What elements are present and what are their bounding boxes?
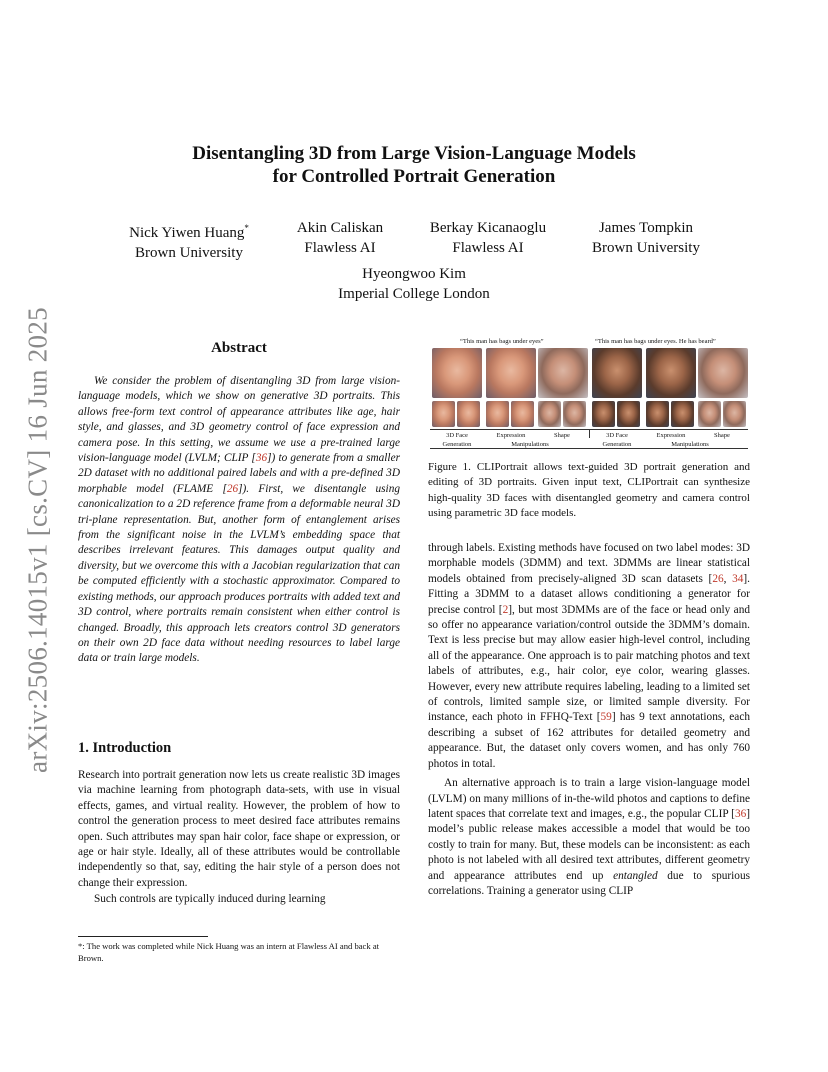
portrait-thumbnail [617, 401, 640, 427]
author-affiliation: Flawless AI [304, 240, 376, 256]
introduction-text [78, 768, 400, 908]
author-3 [418, 218, 558, 258]
text-run: ] has 9 text annotations, each describing a subset of 162 attributes for detailed geometry and appearance. But, the dataset only covers women, and has only 760 photos in total. [428, 711, 750, 770]
right-column-text [428, 541, 750, 899]
author-5 [314, 264, 514, 304]
author-2 [280, 218, 400, 258]
text-run: through labels. Existing methods have focused on two label modes: 3D morphable models (3DMM) and text. 3DMMs are linear statistical models obtained from precisely-aligned 3D scan datasets [ [428, 542, 750, 585]
portrait-thumbnail [646, 401, 669, 427]
portrait-thumbnail [698, 401, 721, 427]
figure-1 [430, 338, 748, 450]
portrait-thumbnail [538, 401, 561, 427]
text-run: An alternative approach is to train a large vision-language model (LVLM) on many millions of in-the-wild photos and captions to define latent spaces that correlate text and images, e.g., the popular CLIP [ [428, 777, 750, 820]
figure-label: Shape [554, 432, 570, 439]
abstract-text [78, 374, 400, 667]
arxiv-stamp [18, 300, 58, 780]
figure-prompt-right: “This man has bags under eyes. He has beard” [595, 338, 716, 345]
author-1 [118, 218, 260, 263]
author-name: Hyeongwoo Kim [362, 266, 466, 282]
body-paragraph [428, 776, 750, 899]
portrait-image [432, 348, 482, 398]
figure-label: Expression [496, 432, 526, 439]
portrait-thumbnail [671, 401, 694, 427]
title-line-2: for Controlled Portrait Generation [272, 166, 556, 187]
figure-label: Expression [656, 432, 686, 439]
introduction-heading: 1. Introduction [78, 740, 172, 756]
title-line-1: Disentangling 3D from Large Vision-Language Models [192, 143, 636, 164]
citation-link[interactable]: 36 [255, 452, 268, 465]
citation-link[interactable]: 34 [732, 572, 744, 585]
author-affiliation: Imperial College London [338, 286, 490, 302]
text-run: ]. Fitting a 3DMM to a dataset allows conditioning a generator for precise control [ [428, 572, 751, 616]
intro-paragraph: Research into portrait generation now lets us create realistic 3D images via machine learning from photograph data-sets, with use in visual effects, games, and virtual reality. However, the problem of how to control the generation process to meet desired face attributes remains open. Such attributes may span hair color, face shape or expression, or age or hair style. Ideally, all of these attributes would be controllable independently so that, say, editing the hair style of a person does not change their expression. [78, 769, 400, 889]
portrait-image [698, 348, 748, 398]
text-run: ], but most 3DMMs are of the face or head only and so offer no appearance variation/control outside the 3DMM’s domain. Text is less precise but may allow easier high-level control, including all of the appearance. One approach is to pair matching photos and text labels of attributes, e.g., hair color, eye color, wearing glasses. However, every new attribute requires labeling, leading to a limited set of controls, limited sample size, or limited sample diversity. For instance, each photo in FFHQ-Text [ [428, 603, 750, 724]
portrait-thumbnail [592, 401, 615, 427]
intro-paragraph: Such controls are typically induced during learning [94, 893, 326, 906]
author-mark: * [244, 223, 249, 233]
figure-separator [589, 429, 590, 438]
figure-prompt-left: “This man has bags under eyes” [460, 338, 544, 345]
figure-label: Manipulations [671, 441, 709, 448]
text-run: , [723, 572, 733, 585]
arxiv-stamp-text: arXiv:2506.14015v1 [cs.CV] 16 Jun 2025 [22, 307, 53, 773]
portrait-thumbnail [563, 401, 586, 427]
figure-label: Shape [714, 432, 730, 439]
author-affiliation: Brown University [592, 240, 700, 256]
portrait-thumbnail [723, 401, 746, 427]
figure-label: 3D Face [446, 432, 468, 439]
figure-caption: Figure 1. CLIPortrait allows text-guided 3D portrait generation and editing of 3D portraits. Given input text, CLIPortrait can synthesize high-quality 3D faces with disentangled geometry and camera control using parametric 3D face models. [428, 461, 750, 519]
emphasis-text: entangled [613, 869, 658, 882]
figure-label: Generation [442, 441, 472, 448]
figure-label: Generation [602, 441, 632, 448]
citation-link[interactable]: 36 [734, 807, 747, 820]
portrait-thumbnail [457, 401, 480, 427]
author-name: Nick Yiwen Huang [129, 225, 245, 241]
portrait-image [592, 348, 642, 398]
figure-label: Manipulations [511, 441, 549, 448]
text-run: ] model’s public release makes accessible a model that would be too costly to train for many. But, these models can be inconsistent: as each photo is not labeled with all desired text attributes, different geometry and appearance attributes end up [428, 807, 750, 882]
author-affiliation: Flawless AI [452, 240, 524, 256]
citation-link[interactable]: 2 [502, 603, 509, 616]
abstract-part: ]). First, we disentangle using canonicalization to a 2D reference frame from a deformable neural 3D tri-plane representation. But, another form of entanglement arises from the significant noise in the LVLM’s embedding space that describes irrelevant features. This damages output quality and diversity, but we overcome this with a Jacobian regularization that can be computed efficiently with a stochastic approximator. Compared to existing methods, our approach produces portraits with added text and 3D control, where portraits remain consistent when either control is changed. Broadly, this approach lets creators control 3D generators on their own 2D face data without needing resources to label large data or train large models. [78, 482, 400, 665]
citation-link[interactable]: 59 [600, 711, 612, 724]
portrait-image [646, 348, 696, 398]
author-name: James Tompkin [598, 220, 694, 236]
author-4 [580, 218, 712, 258]
footnote: *: The work was completed while Nick Huang was an intern at Flawless AI and back at Brown. [78, 941, 380, 963]
author-name: Akin Caliskan [296, 220, 384, 236]
abstract-part: ]) to generate from a smaller 2D dataset with no additional paired labels and with a pre-defined 3D morphable model (FLAME [ [78, 452, 400, 495]
portrait-thumbnail [432, 401, 455, 427]
portrait-thumbnail [511, 401, 534, 427]
abstract-part: We consider the problem of disentangling 3D from large vision-language models, which we show on generative 3D portraits. This allows free-form text control of appearance attributes like age, hair style, and glasses, and 3D geometry control of face expression and camera pose. In this setting, we assume we use a pre-trained large vision-language model (LVLM; CLIP [ [78, 375, 400, 465]
portrait-image [538, 348, 588, 398]
abstract-heading: Abstract [211, 340, 267, 356]
citation-link[interactable]: 26 [226, 482, 239, 495]
figure-label: 3D Face [606, 432, 628, 439]
citation-link[interactable]: 26 [712, 572, 724, 585]
text-run: due to spurious correlations. Training a generator using CLIP [428, 869, 750, 897]
portrait-thumbnail [486, 401, 509, 427]
portrait-image [486, 348, 536, 398]
footnote-rule [78, 936, 208, 937]
author-affiliation: Brown University [135, 245, 243, 261]
paper-title [0, 142, 828, 188]
author-name: Berkay Kicanaoglu [429, 220, 547, 236]
body-paragraph [428, 541, 750, 772]
